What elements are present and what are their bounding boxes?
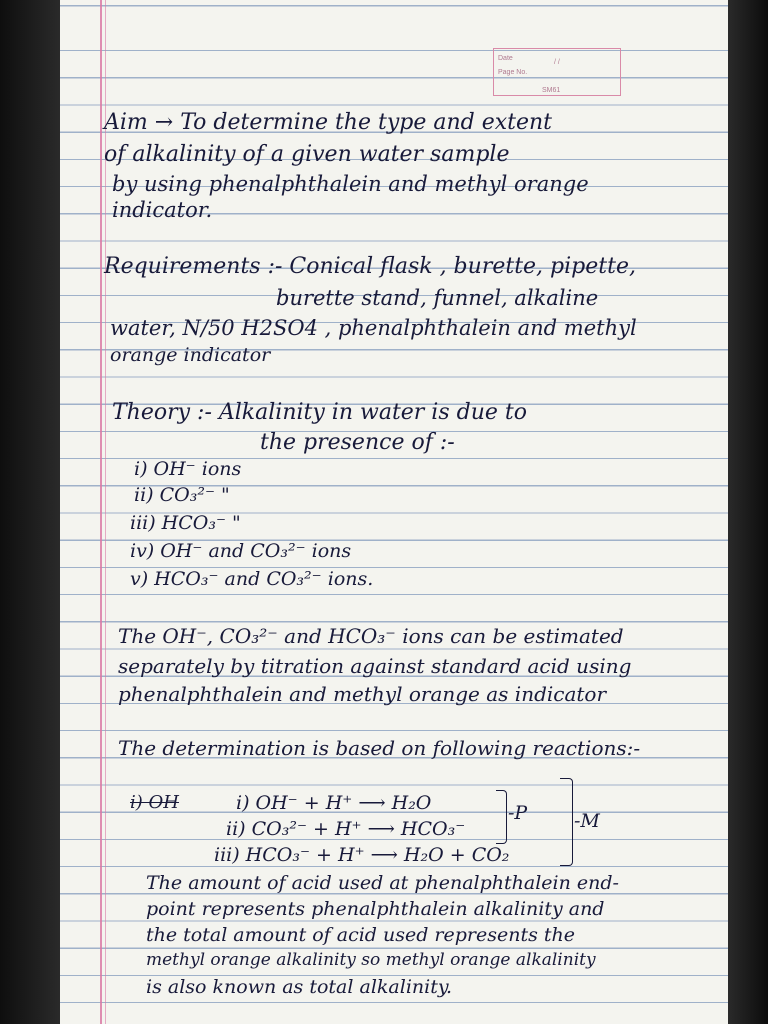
page-shadow-right <box>728 0 768 1024</box>
requirements-line: water, N/50 H2SO4 , phenalphthalein and methyl <box>110 316 637 340</box>
date-page-stamp <box>493 48 621 96</box>
estimation-line: The OH⁻, CO₃²⁻ and HCO₃⁻ ions can be estimated <box>118 624 624 648</box>
aim-line: indicator. <box>112 198 213 222</box>
theory-item: v) HCO₃⁻ and CO₃²⁻ ions. <box>130 568 374 590</box>
notebook-page <box>60 0 728 1024</box>
estimation-line: separately by titration against standard acid using <box>118 654 632 678</box>
margin-rule <box>100 0 102 1024</box>
aim-line: Aim → To determine the type and extent <box>104 110 553 135</box>
conclusion-line: methyl orange alkalinity so methyl orange alkalinity <box>146 950 596 970</box>
reaction-line: i) OH⁻ + H⁺ ⟶ H₂O <box>236 792 432 814</box>
p-label: -P <box>508 802 528 824</box>
reaction-line: iii) HCO₃⁻ + H⁺ ⟶ H₂O + CO₂ <box>214 844 510 866</box>
page-number-label: Page No. <box>498 69 528 76</box>
theory-item: iii) HCO₃⁻ " <box>130 512 241 534</box>
theory-item: ii) CO₃²⁻ " <box>134 484 230 506</box>
date-value: / / <box>554 59 560 66</box>
theory-item: iv) OH⁻ and CO₃²⁻ ions <box>130 540 352 562</box>
stamp-footer: SM61 <box>542 87 561 94</box>
conclusion-line: The amount of acid used at phenalphthalein end- <box>146 872 619 894</box>
theory-line: the presence of :- <box>260 430 455 455</box>
date-label: Date <box>498 55 513 62</box>
crossed-out-scribble: i) OH <box>130 792 179 813</box>
m-label: -M <box>574 810 600 832</box>
aim-line: of alkalinity of a given water sample <box>104 142 510 167</box>
conclusion-line: point represents phenalphthalein alkalinity and <box>146 898 605 920</box>
page-shadow-left <box>0 0 60 1024</box>
determination-heading: The determination is based on following reactions:- <box>118 736 641 760</box>
methyl-orange-brace <box>560 778 573 866</box>
requirements-line: burette stand, funnel, alkaline <box>276 286 599 310</box>
requirements-line: Requirements :- Conical flask , burette, pipette, <box>104 254 636 279</box>
conclusion-line: is also known as total alkalinity. <box>146 976 453 998</box>
conclusion-line: the total amount of acid used represents the <box>146 924 576 946</box>
estimation-line: phenalphthalein and methyl orange as indicator <box>118 682 607 706</box>
theory-item: i) OH⁻ ions <box>134 458 242 480</box>
requirements-line: orange indicator <box>110 344 271 366</box>
theory-line: Theory :- Alkalinity in water is due to <box>112 400 527 425</box>
reaction-line: ii) CO₃²⁻ + H⁺ ⟶ HCO₃⁻ <box>226 818 466 840</box>
aim-line: by using phenalphthalein and methyl orange <box>112 172 589 196</box>
phenolphthalein-brace <box>496 790 507 844</box>
